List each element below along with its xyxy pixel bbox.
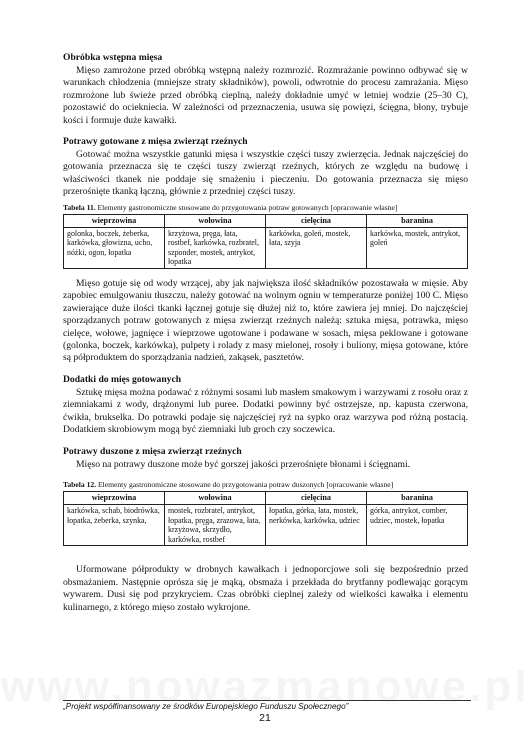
column-header: wołowina [165, 491, 266, 504]
table-row [64, 504, 468, 545]
section-potrawy-gotowane [63, 136, 468, 199]
table-12 [63, 491, 468, 546]
table-cell: karkówka, mostek, antrykot, goleń [367, 227, 468, 268]
table-caption-text: Elementy gastronomiczne stosowane do przygotowania potraw duszonych [opracowanie własne] [97, 479, 394, 489]
table-cell: krzyżowa, pręga, łata, rostbef, karkówka, rozbratel, szponder, mostek, antrykot, łopatka [165, 227, 266, 268]
table-header-row [64, 214, 468, 227]
column-header: wieprzowina [64, 214, 165, 227]
footer-text: „Projekt współfinansowany ze środków Europejskiego Funduszu Społecznego” [63, 702, 349, 711]
table-11 [63, 214, 468, 269]
column-header: wołowina [165, 214, 266, 227]
section-dodatki [63, 374, 468, 437]
section-gotowanie-opis [63, 278, 468, 365]
table-caption [63, 480, 468, 489]
column-header: baranina [367, 491, 468, 504]
table-cell: łopatka, górka, łata, mostek, nerkówka, karkówka, udziec [266, 504, 367, 545]
section-heading: Obróbka wstępna mięsa [63, 52, 163, 63]
column-header: baranina [367, 214, 468, 227]
table-caption [63, 203, 468, 212]
section-paragraph: Uformowane półprodukty w drobnych kawałkach i jednoporcjowe soli się bezpośrednio przed obsmażaniem. Następnie oprósza się je mąką, obsmaża i przekłada do brytfanny podlewając gorącym wywarem. Dusi się pod przykryciem. Czas obróbki cieplnej zależy od wielkości kawałka i elementu kulinarnego, z którego mięso zostało wykrojone. [63, 564, 468, 613]
column-header: cielęcina [266, 491, 367, 504]
page-number: 21 [259, 712, 271, 724]
table-cell: mostek, rozbratel, antrykot, łopatka, pręga, zrazowa, łata, krzyżowa, skrzydło, karkówka, rostbef [165, 504, 266, 545]
section-paragraph: Mięso na potrawy duszone może być gorszej jakości przerośnięte błonami i ścięgnami. [76, 458, 411, 470]
table-row [64, 227, 468, 268]
document-body [63, 52, 468, 623]
table-caption-label: Tabela 11. [63, 202, 96, 212]
table-cell: karkówka, goleń, mostek, łata, szyja [266, 227, 367, 268]
section-paragraph: Sztukę mięsa można podawać z różnymi sosami lub masłem smakowym i warzywami z rosołu oraz z ziemniakami z wody, drążonymi lub puree. Dodatki powinny być ostrzejsze, np. kapusta czerwona, ćwikła, brukselka. Do potrawki podaje się najczęściej ryż na sypko oraz warzywa pod różną postacią. Dodatkiem skrobiowym mogą być ziemniaki lub groch czy soczewica. [63, 386, 468, 436]
table-caption-label: Tabela 12. [63, 479, 97, 489]
section-paragraph: Gotować można wszystkie gatunki mięsa i wszystkie części tuszy zwierzęcia. Jednak najczęściej do gotowania przeznacza się te części tuszy zwierząt rzeźnych, których ze względu na budowę i właściwości tkanek nie poddaje się smażeniu i pieczeniu. Do gotowania przeznacza się mięso przerośnięte tkanką łączną, głównie z przedniej części tuszy. [63, 149, 468, 198]
section-heading: Potrawy gotowane z mięsa zwierząt rzeźnych [63, 136, 248, 148]
section-heading: Potrawy duszone z mięsa zwierząt rzeźnych [63, 445, 242, 457]
table-cell: golonka, boczek, żeberka, karkówka, głowizna, ucho, nóżki, ogon, łopatka [64, 227, 165, 268]
section-duszone [63, 446, 468, 471]
table-caption-text: Elementy gastronomiczne stosowane do przygotowania potraw gotowanych [opracowanie własne] [97, 202, 398, 212]
column-header: cielęcina [266, 214, 367, 227]
section-paragraph: Mięso zamrożone przed obróbką wstępną należy rozmrozić. Rozmrażanie powinno odbywać się w warunkach chłodzenia (mniejsze straty składników), powoli, odwrotnie do procesu zamrażania. Mięso rozmrożone lub świeże przed obróbką cieplną, należy dokładnie umyć w letniej wodzie (25–30 C), pozostawić do ociekniecia. W zależności od przeznaczenia, usuwa się powięzi, ścięgna, błony, trybuje kości i formuje duże kawałki. [63, 65, 468, 126]
table-cell: górka, antrykot, comber, udziec, mostek, łopatka [367, 504, 468, 545]
table-header-row [64, 491, 468, 504]
section-duszenie-opis [63, 564, 468, 614]
column-header: wieprzowina [64, 491, 165, 504]
section-heading: Dodatki do mięs gotowanych [63, 373, 182, 385]
section-paragraph: Mięso gotuje się od wody wrzącej, aby jak największa ilość składników pozostawała w mięsie. Aby zapobiec emulgowaniu tłuszczu, należy gotować na wolnym ogniu w temperaturze poniżej 100 C. Mięso zawierające duże ilości tkanki łącznej gotuje się dłużej niż to, które zawiera jej mniej. Do najczęściej sporządzanych potraw gotowanych z mięsa zwierząt rzeźnych należą: sztuka mięsa, potrawka, mięso cielęce, wołowe, jagnięce i wieprzowe ugotowane i podawane w sosach, mięsa peklowane i gotowane (golonka, boczek, karkówka), pulpety i rolady z masy mielonej, rosoły i buliony, mięsa gotowane, które są półproduktem do sporządzania nadzień, zakąsek, pasztetów. [63, 278, 468, 364]
section-obrobka [63, 52, 468, 127]
table-cell: karkówka, schab, biodrówka, łopatka, żeberka, szynka, [64, 504, 165, 545]
